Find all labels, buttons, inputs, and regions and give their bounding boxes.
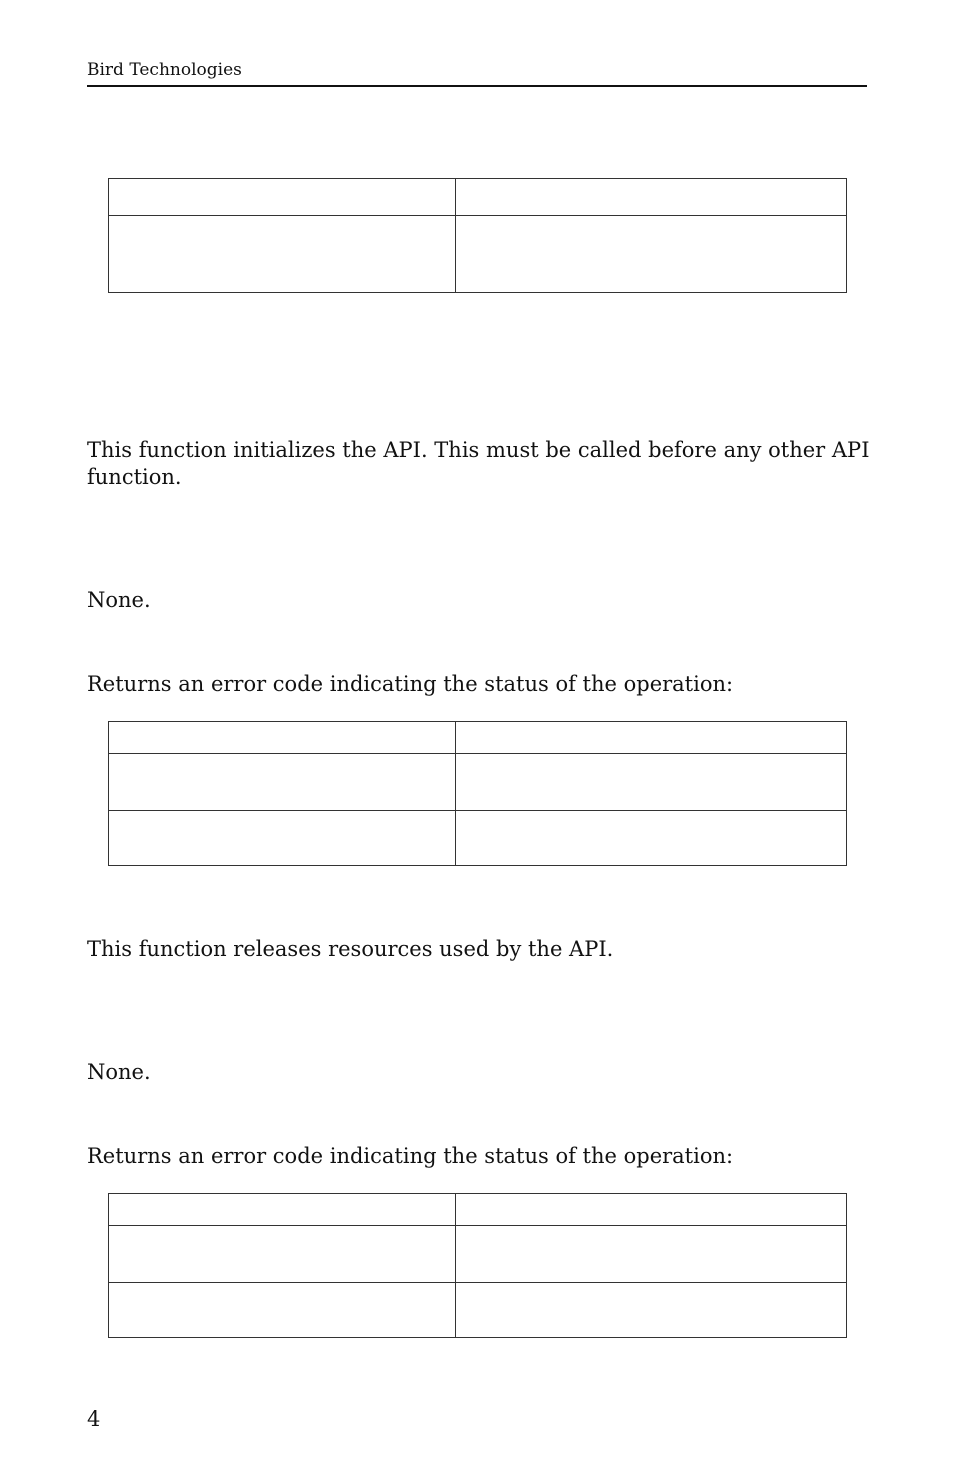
table-header-row [109,179,846,215]
table-cell [109,216,456,292]
table-cell [456,811,846,865]
top-table [108,178,847,293]
table-cell [109,754,456,810]
table-header-row [109,1194,846,1225]
table-cell [456,754,846,810]
table-row [109,1225,846,1282]
table-row [109,1282,846,1337]
init-return-codes-table [108,721,847,866]
table-row [109,810,846,865]
init-returns: Returns an error code indicating the status of the operation: [87,672,734,696]
table-cell [109,1194,456,1225]
header-rule [87,85,867,87]
table-cell [109,722,456,753]
release-description: This function releases resources used by the API. [87,937,614,961]
table-cell [456,179,846,215]
table-cell [456,1194,846,1225]
table-cell [456,216,846,292]
init-parameters: None. [87,588,151,612]
release-return-codes-table [108,1193,847,1338]
running-header: Bird Technologies [87,60,242,80]
table-row [109,753,846,810]
table-header-row [109,722,846,753]
table-row [109,215,846,292]
table-cell [109,179,456,215]
release-returns: Returns an error code indicating the status of the operation: [87,1144,734,1168]
table-cell [109,811,456,865]
release-parameters: None. [87,1060,151,1084]
table-cell [109,1226,456,1282]
table-cell [109,1283,456,1337]
init-description: This function initializes the API. This must be called before any other API function. [87,438,870,489]
table-cell [456,1283,846,1337]
table-cell [456,1226,846,1282]
table-cell [456,722,846,753]
page-number: 4 [87,1407,101,1431]
